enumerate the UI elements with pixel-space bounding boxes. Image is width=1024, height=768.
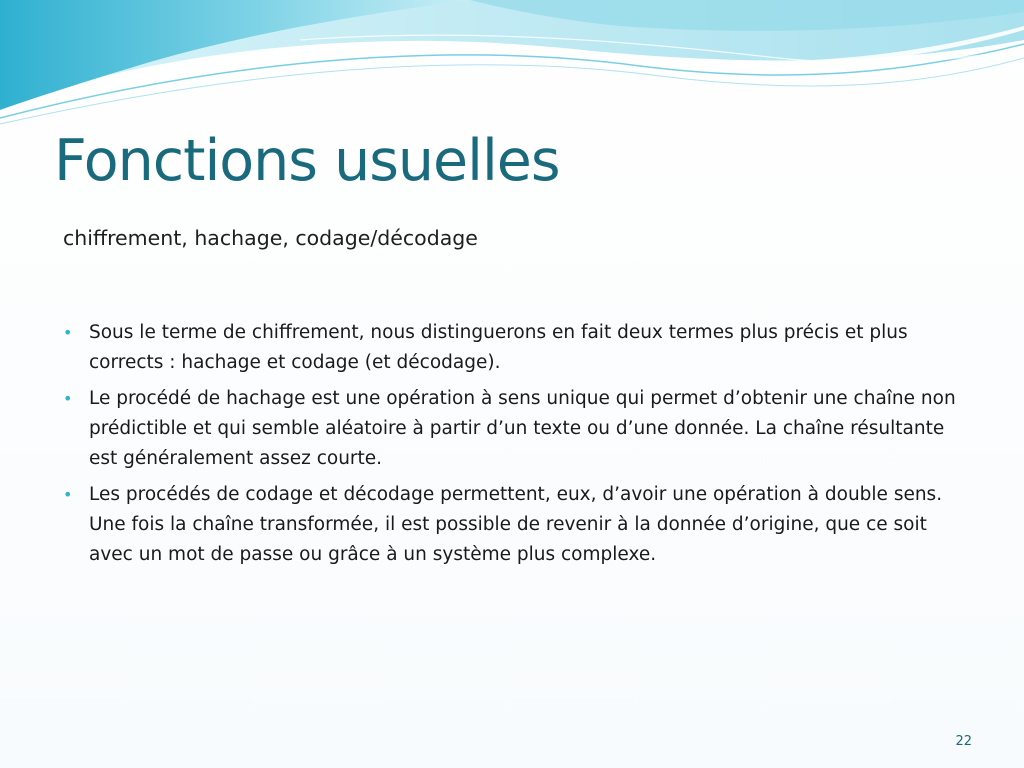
- bullet-item: [63, 318, 963, 378]
- bullet-text: Les procédés de codage et décodage permettent, eux, d’avoir une opération à double sens. Une fois la chaîne transformée, il est possible de revenir à la donnée d’origine, que ce soit avec un mot de passe ou grâce à un système plus complexe.: [89, 484, 943, 565]
- slide-subtitle: chiffrement, hachage, codage/décodage: [63, 226, 478, 250]
- bullet-text: Le procédé de hachage est une opération à sens unique qui permet d’obtenir une chaîne non prédictible et qui semble aléatoire à partir d’un texte ou d’une donnée. La chaîne résultante est généralement assez courte.: [89, 388, 956, 469]
- bullet-text: Sous le terme de chiffrement, nous distinguerons en fait deux termes plus précis et plus corrects : hachage et codage (et décodage).: [89, 322, 908, 373]
- bullet-item: [63, 384, 963, 474]
- bullet-icon: •: [63, 323, 73, 342]
- bullet-item: [63, 480, 963, 570]
- bullet-icon: •: [63, 485, 73, 504]
- bullet-list: [63, 318, 963, 576]
- page-number: 22: [955, 734, 972, 749]
- bullet-icon: •: [63, 389, 73, 408]
- slide-title: Fonctions usuelles: [54, 128, 560, 194]
- header-wave-decoration: [0, 0, 1024, 130]
